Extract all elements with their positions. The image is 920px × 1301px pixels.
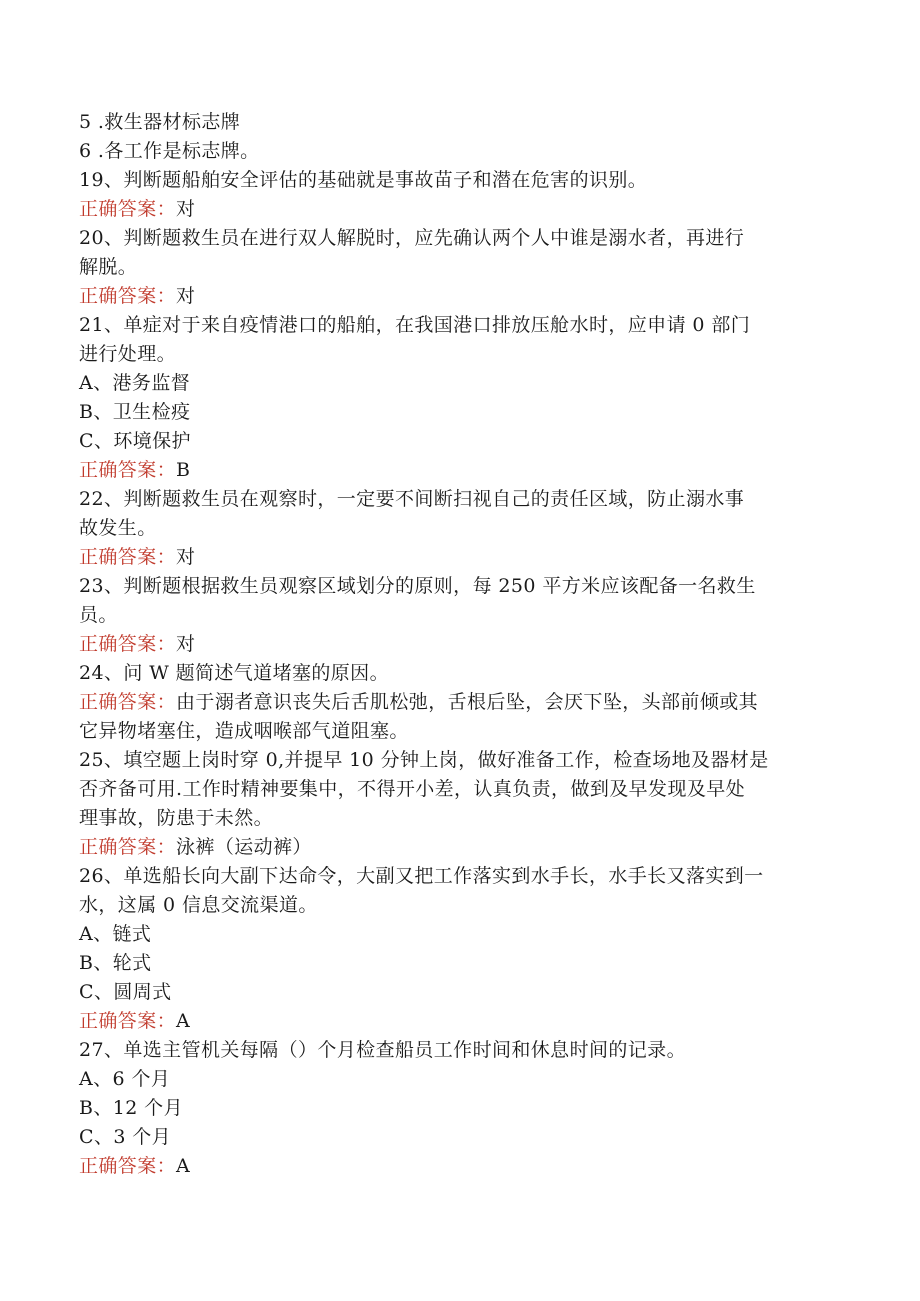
text-line: B、卫生检疫 bbox=[79, 401, 191, 423]
text-line: 5 .救生器材标志牌 bbox=[79, 111, 241, 133]
answer-value: 对 bbox=[176, 285, 196, 307]
text-line: 21、单症对于来自疫情港口的船舶，在我国港口排放压舱水时，应申请 0 部门 bbox=[79, 314, 751, 336]
text-line: C、3 个月 bbox=[79, 1126, 172, 1148]
text-line: A、港务监督 bbox=[79, 372, 191, 394]
text-line: 它异物堵塞住，造成咽喉部气道阻塞。 bbox=[79, 720, 409, 742]
answer-label: 正确答案： bbox=[79, 459, 177, 481]
answer-label: 正确答案： bbox=[79, 1155, 177, 1177]
answer-value: B bbox=[176, 459, 191, 481]
text-line: B、12 个月 bbox=[79, 1097, 183, 1119]
answer-label: 正确答案： bbox=[79, 1010, 177, 1032]
answer-label: 正确答案： bbox=[79, 546, 177, 568]
answer-value: 泳裤（运动裤） bbox=[176, 836, 312, 858]
answer-line bbox=[79, 456, 839, 485]
text-line: 否齐备可用.工作时精神要集中，不得开小差，认真负责，做到及早发现及早处 bbox=[79, 778, 746, 800]
answer-value: 由于溺者意识丧失后舌肌松弛，舌根后坠，会厌下坠，头部前倾或其 bbox=[176, 691, 759, 713]
answer-value: 对 bbox=[176, 633, 196, 655]
text-line: A、6 个月 bbox=[79, 1068, 171, 1090]
answer-value: 对 bbox=[176, 546, 196, 568]
text-line: 19、判断题船舶安全评估的基础就是事故苗子和潜在危害的识别。 bbox=[79, 169, 648, 191]
text-line: 20、判断题救生员在进行双人解脱时，应先确认两个人中谁是溺水者，再进行 bbox=[79, 227, 745, 249]
text-line: 故发生。 bbox=[79, 517, 157, 539]
text-line: A、链式 bbox=[79, 923, 152, 945]
answer-value: A bbox=[176, 1155, 191, 1177]
document-page bbox=[79, 108, 839, 1181]
answer-line bbox=[79, 282, 839, 311]
text-line: 进行处理。 bbox=[79, 343, 177, 365]
answer-label: 正确答案： bbox=[79, 285, 177, 307]
answer-value: 对 bbox=[176, 198, 196, 220]
answer-label: 正确答案： bbox=[79, 691, 177, 713]
text-line: 23、判断题根据救生员观察区域划分的原则，每 250 平方米应该配备一名救生 bbox=[79, 575, 756, 597]
text-line: 水，这属 0 信息交流渠道。 bbox=[79, 894, 318, 916]
answer-value: A bbox=[176, 1010, 191, 1032]
text-line: 26、单选船长向大副下达命令，大副又把工作落实到水手长，水手长又落实到一 bbox=[79, 865, 764, 887]
text-line: 22、判断题救生员在观察时，一定要不间断扫视自己的责任区域，防止溺水事 bbox=[79, 488, 745, 510]
answer-line bbox=[79, 1007, 839, 1036]
answer-line bbox=[79, 543, 839, 572]
text-line: 解脱。 bbox=[79, 256, 138, 278]
text-line: C、圆周式 bbox=[79, 981, 172, 1003]
text-line: 6 .各工作是标志牌。 bbox=[79, 140, 260, 162]
text-line: 员。 bbox=[79, 604, 118, 626]
answer-line bbox=[79, 688, 839, 717]
answer-label: 正确答案： bbox=[79, 198, 177, 220]
text-line: 27、单选主管机关每隔（）个月检查船员工作时间和休息时间的记录。 bbox=[79, 1039, 686, 1061]
answer-line bbox=[79, 833, 839, 862]
text-line: 25、填空题上岗时穿 0,并提早 10 分钟上岗，做好准备工作，检查场地及器材是 bbox=[79, 749, 769, 771]
text-line: 理事故，防患于未然。 bbox=[79, 807, 274, 829]
text-line: 24、问 W 题简述气道堵塞的原因。 bbox=[79, 662, 389, 684]
answer-label: 正确答案： bbox=[79, 836, 177, 858]
answer-line bbox=[79, 195, 839, 224]
answer-label: 正确答案： bbox=[79, 633, 177, 655]
text-line: C、环境保护 bbox=[79, 430, 191, 452]
answer-line bbox=[79, 630, 839, 659]
text-line: B、轮式 bbox=[79, 952, 152, 974]
answer-line bbox=[79, 1152, 839, 1181]
